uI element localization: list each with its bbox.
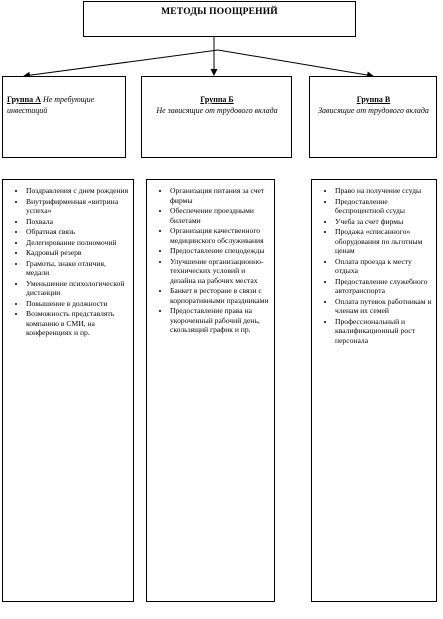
diagram-title-box — [83, 1, 356, 37]
group-a-list — [2, 179, 134, 602]
group-c-label: Группа В — [356, 95, 391, 104]
list-item: • Предоставление беспроцентной ссуды — [335, 197, 433, 216]
list-item: • Поздравления с днем рождения — [26, 186, 130, 196]
list-item: • Организация питания за счет фирмы — [170, 186, 271, 205]
group-b-desc: Не зависящие от трудового вклада — [156, 106, 278, 115]
list-item: • Внутрифирменная «витрина успеха» — [26, 197, 130, 216]
diagram-title: МЕТОДЫ ПООЩРЕНИЙ — [161, 7, 278, 17]
group-c-header — [309, 76, 437, 158]
list-item: • Право на получение ссуды — [335, 186, 433, 196]
list-item: • Оплата проезда к месту отдыха — [335, 257, 433, 276]
list-item: • Профессиональный и квалификационный рост персонала — [335, 317, 433, 346]
arrow-to-group-a — [24, 50, 218, 76]
group-a-header — [2, 76, 126, 158]
list-item: • Повышение в должности — [26, 299, 130, 309]
list-item: • Улучшение организационно-технических условий и дизайна на рабочих местах — [170, 257, 271, 286]
group-a-desc: Не требующие инвестиций — [7, 95, 95, 115]
arrow-to-group-c — [218, 50, 373, 76]
list-item: • Делегирование полномочий — [26, 238, 130, 248]
list-item: • Предоставление служебного автотранспорта — [335, 277, 433, 296]
list-item: • Возможность представлять компанию в СМИ, на конференциях и пр. — [26, 309, 130, 338]
group-c-list — [311, 179, 437, 602]
group-b-label: Группа Б — [200, 95, 234, 104]
list-item: • Обеспечение проездными билетами — [170, 206, 271, 225]
group-a-label: Группа А — [7, 95, 41, 104]
list-item: • Грамоты, знаки отличия, медали — [26, 259, 130, 278]
list-item: • Организация качественного медицинского обслуживания — [170, 226, 271, 245]
group-b-header — [141, 76, 292, 158]
group-b-list — [146, 179, 275, 602]
group-c-desc: Зависящие от трудового вклада — [318, 106, 429, 115]
list-item: • Продажа «списанного» оборудования по льготным ценам — [335, 227, 433, 256]
list-item: • Банкет в ресторане в связи с корпоративными праздниками — [170, 286, 271, 305]
list-item: • Уменьшение психологической дистанции — [26, 279, 130, 298]
list-item: • Оплата путевок работникам и членам их семей — [335, 297, 433, 316]
list-item: • Обратная связь — [26, 227, 130, 237]
list-item: • Кадровый резерв — [26, 248, 130, 258]
list-item: • Похвала — [26, 217, 130, 227]
list-item: • Предоставление права на укороченный рабочий день, скользящий график и пр. — [170, 306, 271, 335]
list-item: • Учеба за счет фирмы — [335, 217, 433, 227]
list-item: • Предоставление спецодежды — [170, 246, 271, 256]
